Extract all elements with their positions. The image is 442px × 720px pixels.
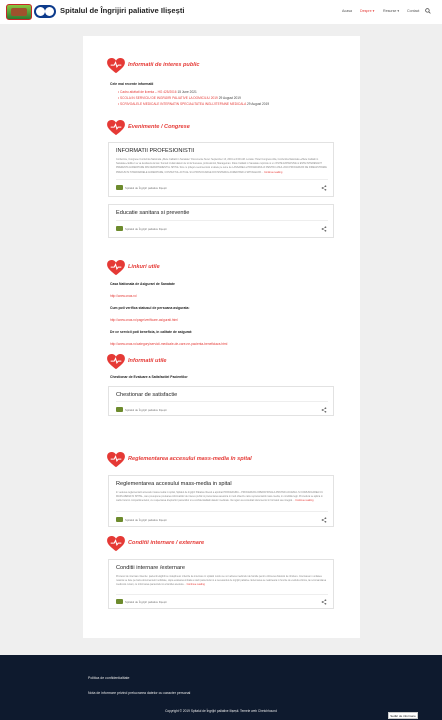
divider — [116, 220, 328, 221]
share-icon[interactable] — [321, 226, 327, 232]
post-card — [108, 386, 334, 416]
post-title[interactable]: INFORMATII PROFESIONISTII — [116, 148, 195, 154]
divider — [116, 511, 328, 512]
post-title[interactable]: Conditii internare /externare — [116, 565, 186, 571]
heart-icon — [107, 120, 125, 136]
recent-info-heading: Cele mai recente informatii — [110, 82, 154, 86]
post-card — [108, 142, 334, 197]
post-excerpt: In vederea reglementarii accesului mass-media in spital, Spitalul de Ingrijiri Paliative Ilisesti a aprobat PROCEDURA – PROCEDURA OPERATIONALA PRIVIND ACCESUL SI COMUNICAREA CU MASS-MEDIA IN SPITAL, care presupune preluarea informatiilor de interes public si prezentarea acestora in mod obiectiv catre reprezentantii mass-media, in conditiile legii. Procedura se aplica in cadrul tuturor compartimentelor, cu respectarea drepturilor pacientilor si a confidentialitatii datelor medicale. Va rugam sa consultati documentul in formatul sau integral… Continue reading — [116, 491, 323, 503]
link-group-label: De ce servicii poti beneficia, in calitate de asigurat: — [110, 330, 193, 334]
section-title: Informatii utile — [128, 358, 167, 364]
nav-item-contact[interactable]: Contact — [407, 9, 420, 13]
recent-info-link[interactable]: • Cadru ativitati de licenta – HG 425/2016 15 June 2021 — [118, 90, 197, 94]
post-card — [108, 475, 334, 527]
divider — [116, 179, 328, 180]
author-name[interactable]: Spitalul de Îngrijiri paliative Ilișești — [125, 408, 167, 412]
link-group-label: Casa Nationala de Asigurari de Sanatate — [110, 282, 175, 286]
author-name[interactable]: Spitalul de Îngrijiri paliative Ilișești — [125, 227, 167, 231]
section-title: Evenimente / Congrese — [128, 124, 190, 130]
post-title[interactable]: Reglementarea accesului mass-media in spital — [116, 481, 232, 487]
survey-heading: Chestionar de Evaluare a Satisfactiei Pacientilor — [110, 375, 188, 379]
author-name[interactable]: Spitalul de Îngrijiri paliative Ilișești — [125, 600, 167, 604]
recent-info-link[interactable]: • SCOLA IN SERVICIU DE INGRIJIRI PALIATIVE LA DOMICILIU 2019 29 August 2019 — [118, 96, 241, 100]
external-link[interactable]: http://www.cnas.ro/category/servicii-medicale-de-care-ne-pacienta-beneficiaza.html — [110, 342, 228, 346]
cookie-preferences-button[interactable]: Setări de informare — [388, 712, 418, 719]
section-title: Conditii internare / externare — [128, 540, 205, 546]
heart-icon — [107, 260, 125, 276]
section-title: Reglementarea accesului mass-media în spital — [128, 456, 252, 462]
external-link[interactable]: http://www.cnas.ro/ — [110, 294, 137, 298]
site-header — [0, 0, 442, 24]
post-excerpt: Procesul de internare /Atentie: pacientii eligibili ce indeplinesc criteriile de internare in spitalul nostru se vor adresa medicului de familie pentru obtinerea biletului de trimitere. Internarea in unitatea noastra se face pe baza documentelor solicitate, dupa evaluarea initiala a starii pacientului si a necesarului de ingrijiri paliative. Externarea se realizeaza in functie de evolutia clinica, la recomandarea medicului curant, cu informarea pacientului si a familiei acestuia… Continue reading — [116, 575, 327, 587]
divider — [116, 401, 328, 402]
post-title[interactable]: Chestionar de satisfactie — [116, 392, 178, 398]
heart-icon — [107, 536, 125, 552]
continue-reading-link[interactable]: Continue reading — [295, 499, 314, 503]
site-footer — [0, 655, 442, 720]
heart-icon — [107, 58, 125, 74]
author-avatar-icon — [116, 407, 123, 412]
copyright-text: Copyright © 2019 Spitalul de Îngrijiri paliative Ilișești. Temele web Chetchhound — [165, 709, 277, 713]
author-avatar-icon — [116, 517, 123, 522]
heart-icon — [107, 354, 125, 370]
author-avatar-icon — [116, 599, 123, 604]
nav-item-despre[interactable]: Despre ▾ — [360, 9, 375, 13]
section-title: Linkuri utile — [128, 264, 160, 270]
recent-info-link[interactable]: • SCRIVOALELE MEDICALE INTERNATIN SPECIALITATEA INGLIJITEPAINE MEDICALA 29 August 2019 — [118, 102, 270, 106]
nav-item-resurse[interactable]: Resurse ▾ — [383, 9, 400, 13]
author-avatar-icon — [116, 226, 123, 231]
hospital-logo[interactable] — [6, 4, 32, 20]
post-title[interactable]: Educatie sanitara si preventie — [116, 210, 190, 216]
share-icon[interactable] — [321, 517, 327, 523]
author-name[interactable]: Spitalul de Îngrijiri paliative Ilișești — [125, 518, 167, 522]
continue-reading-link[interactable]: Continue reading — [264, 170, 283, 174]
author-name[interactable]: Spitalul de Îngrijiri paliative Ilișești — [125, 186, 167, 190]
divider — [116, 594, 328, 595]
post-excerpt: Conferinte, Congrese Conferinta Nationala „Zilele Calitatii in Sanatate" Documente Suret: September 13, 2019 at 9:00 AM. Locatie: Hotel Congress Alta, Conferinta Nationala «Zilele Calitatii in Sanatate» Editia I se va desfasura la Iasi. Sunteti invitati alaturi de tot la Suceava, profesionisti, Manageman. Zilele Calitatii in Sanatate cuprinde si un VISITE EXPANSIVE si ESTE INTERESANT PREZENTA ACREDITARE DIN DEPARTAMENTUL SPITAL SAL cu prilejul evenimentului si altele pe teme de LANSAREA a PROGRAMULUI PENTRU ANUL 2019 PROCEDURII DE INREGISTRARE PRECUM SI STANDARDELE ACREDITARE, CONTEXTUL ACTUAL SI A PROVOCARILE DIN SISTEMUL ACREDITARI A SPITALELOR… Continue reading — [116, 158, 327, 174]
heart-icon — [107, 452, 125, 468]
privacy-policy-link[interactable]: Politica de confidentialitate — [88, 676, 130, 680]
data-processing-notice-link[interactable]: Nota de informare privind prelucrarea datelor cu caracter personal — [88, 691, 191, 695]
author-avatar-icon — [116, 185, 123, 190]
search-icon[interactable] — [425, 8, 431, 14]
partner-logo[interactable] — [34, 5, 56, 18]
external-link[interactable]: http://www.cnas.ro/page/verificare-asigurati.html — [110, 318, 178, 322]
post-card — [108, 204, 334, 238]
share-icon[interactable] — [321, 407, 327, 413]
post-card — [108, 559, 334, 609]
section-title: Informatii de interes public — [128, 62, 200, 68]
link-group-label: Cum poti verifica statusul de persoana asigurata: — [110, 306, 190, 310]
site-title[interactable]: Spitalul de Îngrijiri paliative Ilișești — [60, 6, 185, 15]
share-icon[interactable] — [321, 599, 327, 605]
nav-item-acasa[interactable]: Acasa — [342, 9, 352, 13]
continue-reading-link[interactable]: Continue reading — [186, 583, 205, 587]
share-icon[interactable] — [321, 185, 327, 191]
